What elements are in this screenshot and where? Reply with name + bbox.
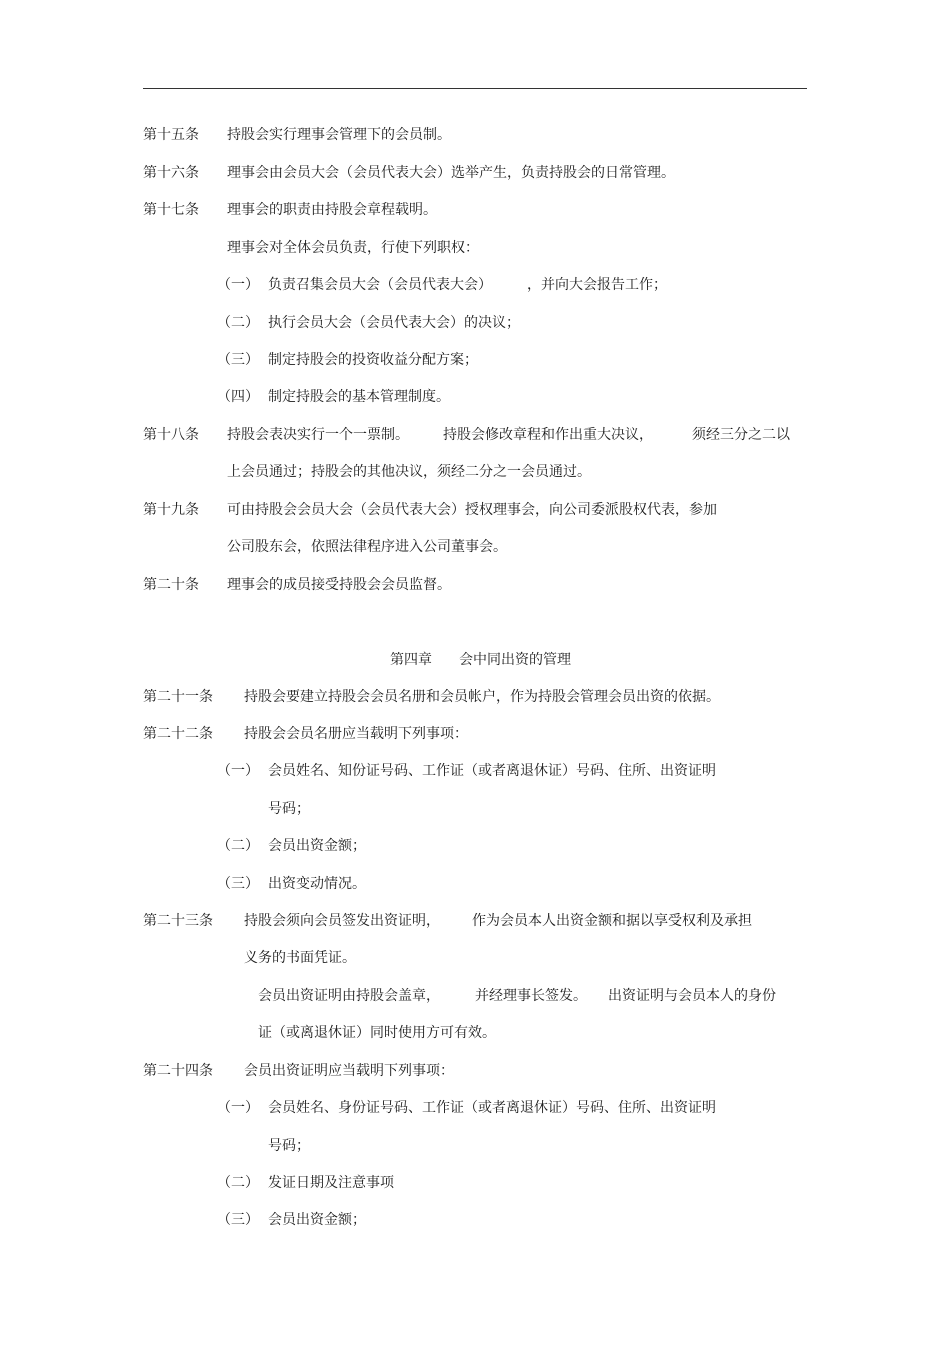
article-24-text: 会员出资证明应当载明下列事项：: [244, 1063, 454, 1079]
article-17-item-3-text: 制定持股会的投资收益分配方案；: [268, 352, 478, 368]
article-21-label: 第二十一条: [143, 689, 213, 705]
article-19-label: 第十九条: [143, 502, 199, 518]
article-18-line1-a: 持股会表决实行一个一票制。: [227, 427, 409, 443]
article-18-line1-b: 持股会修改章程和作出重大决议，: [443, 427, 653, 443]
article-19-line1: 可由持股会会员大会（会员代表大会）授权理事会，向公司委派股权代表，参加: [227, 502, 717, 518]
article-18-label: 第十八条: [143, 427, 199, 443]
article-22-item-3-line1: 出资变动情况。: [268, 876, 366, 892]
article-23-line3-b: 并经理事长签发。: [475, 988, 587, 1004]
article-23-line1-b: 作为会员本人出资金额和据以享受权利及承担: [472, 913, 752, 929]
article-24-item-2-num: （二）: [217, 1175, 259, 1191]
article-17-item-1-text-a: 负责召集会员大会（会员代表大会）: [268, 277, 492, 293]
article-24-item-1-line2: 号码；: [268, 1138, 310, 1154]
article-16-label: 第十六条: [143, 165, 199, 181]
article-17-item-4-num: （四）: [217, 389, 259, 405]
article-16-text: 理事会由会员大会（会员代表大会）选举产生，负责持股会的日常管理。: [227, 165, 675, 181]
article-17-item-1-text-b: ，并向大会报告工作；: [527, 277, 667, 293]
article-17-item-4-text: 制定持股会的基本管理制度。: [268, 389, 450, 405]
article-18-line1-c: 须经三分之二以: [692, 427, 790, 443]
chapter-title: 会中同出资的管理: [459, 652, 571, 668]
article-20-text: 理事会的成员接受持股会会员监督。: [227, 577, 451, 593]
article-17-item-2-num: （二）: [217, 315, 259, 331]
article-17-item-1-num: （一）: [217, 277, 259, 293]
article-17-text: 理事会的职责由持股会章程载明。: [227, 202, 437, 218]
article-22-item-3-num: （三）: [217, 876, 259, 892]
article-17-item-3-num: （三）: [217, 352, 259, 368]
article-22-label: 第二十二条: [143, 726, 213, 742]
article-15-text: 持股会实行理事会管理下的会员制。: [227, 127, 451, 143]
article-22-item-1-line2: 号码；: [268, 801, 310, 817]
article-17-item-2-text: 执行会员大会（会员代表大会）的决议；: [268, 315, 520, 331]
article-20-label: 第二十条: [143, 577, 199, 593]
article-23-label: 第二十三条: [143, 913, 213, 929]
chapter-label: 第四章: [390, 652, 432, 668]
article-23-line2: 义务的书面凭证。: [244, 950, 356, 966]
article-23-line3-a: 会员出资证明由持股会盖章，: [258, 988, 440, 1004]
article-19-line2: 公司股东会，依照法律程序进入公司董事会。: [227, 539, 507, 555]
article-23-line4: 证（或离退休证）同时使用方可有效。: [258, 1025, 496, 1041]
article-24-item-2-line1: 发证日期及注意事项: [268, 1175, 394, 1191]
article-24-item-3-line1: 会员出资金额；: [268, 1212, 366, 1228]
article-23-line3-c: 出资证明与会员本人的身份: [608, 988, 776, 1004]
article-22-item-2-num: （二）: [217, 838, 259, 854]
article-22-item-2-line1: 会员出资金额；: [268, 838, 366, 854]
article-17-intro: 理事会对全体会员负责，行使下列职权：: [227, 240, 479, 256]
article-24-item-1-line1: 会员姓名、身份证号码、工作证（或者离退休证）号码、住所、出资证明: [268, 1100, 716, 1116]
article-15-label: 第十五条: [143, 127, 199, 143]
article-22-item-1-line1: 会员姓名、知份证号码、工作证（或者离退休证）号码、住所、出资证明: [268, 763, 716, 779]
article-23-line1-a: 持股会须向会员签发出资证明，: [244, 913, 440, 929]
article-24-item-3-num: （三）: [217, 1212, 259, 1228]
article-18-line2: 上会员通过；持股会的其他决议，须经二分之一会员通过。: [227, 464, 591, 480]
article-17-label: 第十七条: [143, 202, 199, 218]
article-22-text: 持股会会员名册应当载明下列事项：: [244, 726, 468, 742]
article-24-item-1-num: （一）: [217, 1100, 259, 1116]
article-24-label: 第二十四条: [143, 1063, 213, 1079]
article-21-text: 持股会要建立持股会会员名册和会员帐户，作为持股会管理会员出资的依据。: [244, 689, 720, 705]
article-22-item-1-num: （一）: [217, 763, 259, 779]
header-rule: [143, 88, 807, 89]
